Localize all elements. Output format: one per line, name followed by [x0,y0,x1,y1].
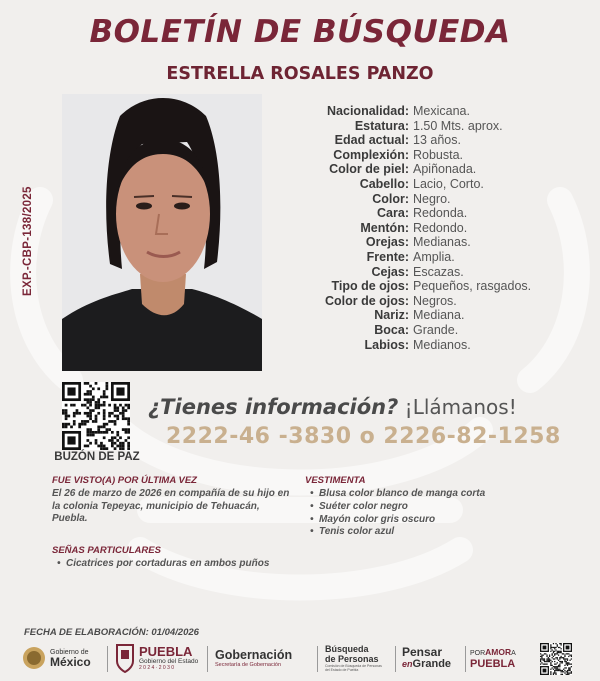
eagle-emblem-icon [22,646,46,670]
bulletin-title: BOLETÍN DE BÚSQUEDA [89,14,511,50]
divider [317,646,318,672]
detail-row [282,133,582,148]
gobernacion-logo [215,640,292,676]
detail-label: Boca: [374,322,409,337]
detail-value: Grande. [413,322,459,337]
puebla-logo [115,640,198,676]
detail-row [282,279,582,294]
puebla-sub: Gobierno del Estado [139,658,199,665]
pensar-en-grande-logo [402,640,451,676]
creation-date: FECHA DE ELABORACIÓN: 01/04/2026 [24,627,199,638]
gobierno-mexico-logo [22,640,91,676]
detail-row [282,235,582,250]
detail-value: Redonda. [413,206,468,221]
detail-row [282,162,582,177]
busqueda-sub: Comisión de Búsqueda de Personas del Estado de Puebla [325,664,382,672]
distinguishing-mark-item: • Cicatrices por cortaduras en ambos puños [52,558,292,571]
detail-label: Color de ojos: [324,293,409,308]
detail-value: Escazas. [413,264,464,279]
detail-row [282,308,582,323]
detail-value: Robusta. [413,147,464,162]
detail-row [282,323,582,338]
clothing-section [305,475,565,539]
detail-label: Cara: [377,206,409,221]
detail-value: 13 años. [413,133,461,148]
puebla-text: PUEBLA [139,644,193,659]
detail-value: Redondo. [413,220,468,235]
expediente-number: EXP.-CBP-138/2025 [22,186,34,296]
info-callout [148,393,517,420]
detail-row [282,206,582,221]
detail-label: Nariz: [374,308,409,323]
detail-label: Frente: [366,249,409,264]
detail-value: Amplia. [413,249,455,264]
last-seen-heading: FUE VISTO(A) POR ÚLTIMA VEZ [52,475,197,486]
contact-phones[interactable]: 2222-46 -3830 o 2226-82-1258 [166,424,561,449]
distinguishing-marks-heading: SEÑAS PARTICULARES [52,545,161,556]
poramor-a: A [511,649,516,657]
detail-label: Cabello: [359,176,409,191]
gobernacion-sub: Secretaría de Gobernación [215,661,282,668]
detail-label: Edad actual: [334,133,409,148]
clothing-item: • Blusa color blanco de manga corta [305,488,565,501]
poramor-amor: AMOR [485,646,512,657]
busqueda-line-2: de Personas [325,654,379,664]
detail-label: Complexión: [333,147,409,162]
last-seen-section [52,475,292,526]
buzon-qr-code[interactable] [62,382,130,450]
detail-row [282,119,582,134]
detail-label: Orejas: [365,235,409,250]
detail-row [282,221,582,236]
pensar-grande: Grande [412,658,452,670]
detail-value: Pequeños, rasgados. [413,279,532,294]
detail-row [282,294,582,309]
distinguishing-marks-section [52,545,292,571]
detail-label: Color de piel: [329,162,409,177]
gob-mx-big: México [50,654,91,669]
detail-row [282,148,582,163]
clothing-list [305,488,565,539]
clothing-item: • Tenis color azul [305,526,565,539]
detail-value: Negros. [413,293,457,308]
detail-value: Mexicana. [413,104,470,118]
detail-row [282,177,582,192]
divider [107,646,108,672]
divider [395,646,396,672]
last-seen-text: El 26 de marzo de 2026 en compañía de su hijo en la colonia Tepeyac, municipio de Tehuacán, Puebla. [52,488,290,524]
detail-value: Medianas. [413,235,471,250]
buzon-label: BUZÓN DE PAZ [54,451,140,463]
busqueda-personas-logo [325,640,387,676]
institution-logos [20,640,580,676]
detail-value: 1.50 Mts. aprox. [413,118,503,133]
detail-row [282,265,582,280]
distinguishing-marks-list [52,558,292,571]
call-us-text: ¡Llámanos! [404,395,517,419]
gob-mx-small: Gobierno de [50,648,89,656]
person-photo [62,94,262,371]
detail-label: Cejas: [371,264,409,279]
detail-row [282,338,582,353]
pensar-en: en [402,659,413,669]
divider [207,646,208,672]
busqueda-line-1: Búsqueda [325,644,369,654]
puebla-years: 2 0 2 4 · 2 0 3 0 [139,665,175,671]
info-question: ¿Tienes información? [148,395,399,419]
detail-label: Color: [372,191,409,206]
detail-label: Tipo de ojos: [331,279,409,294]
poramor-por: POR [470,649,486,657]
detail-row [282,192,582,207]
missing-person-name: ESTRELLA ROSALES PANZO [166,64,434,84]
gobernacion-text: Gobernación [215,647,293,662]
clothing-heading: VESTIMENTA [305,475,366,486]
footer-qr-code[interactable] [540,643,572,675]
detail-label: Estatura: [354,118,409,133]
detail-row [282,104,582,119]
clothing-item: • Mayón color gris oscuro [305,514,565,527]
detail-value: Negro. [413,191,451,206]
detail-value: Apiñonada. [413,162,477,177]
detail-value: Lacio, Corto. [413,176,484,191]
puebla-shield-icon [115,643,135,673]
detail-label: Mentón: [360,220,409,235]
detail-label: Nacionalidad: [327,104,409,118]
detail-row [282,250,582,265]
detail-value: Mediana. [413,308,465,323]
physical-description-list [282,104,582,352]
detail-value: Medianos. [413,337,471,352]
por-amor-a-puebla-logo [470,640,516,676]
pensar-text: Pensar [402,645,443,659]
divider [465,646,466,672]
poramor-puebla: PUEBLA [470,657,516,670]
clothing-item: • Suéter color negro [305,501,565,514]
detail-label: Labios: [364,337,409,352]
